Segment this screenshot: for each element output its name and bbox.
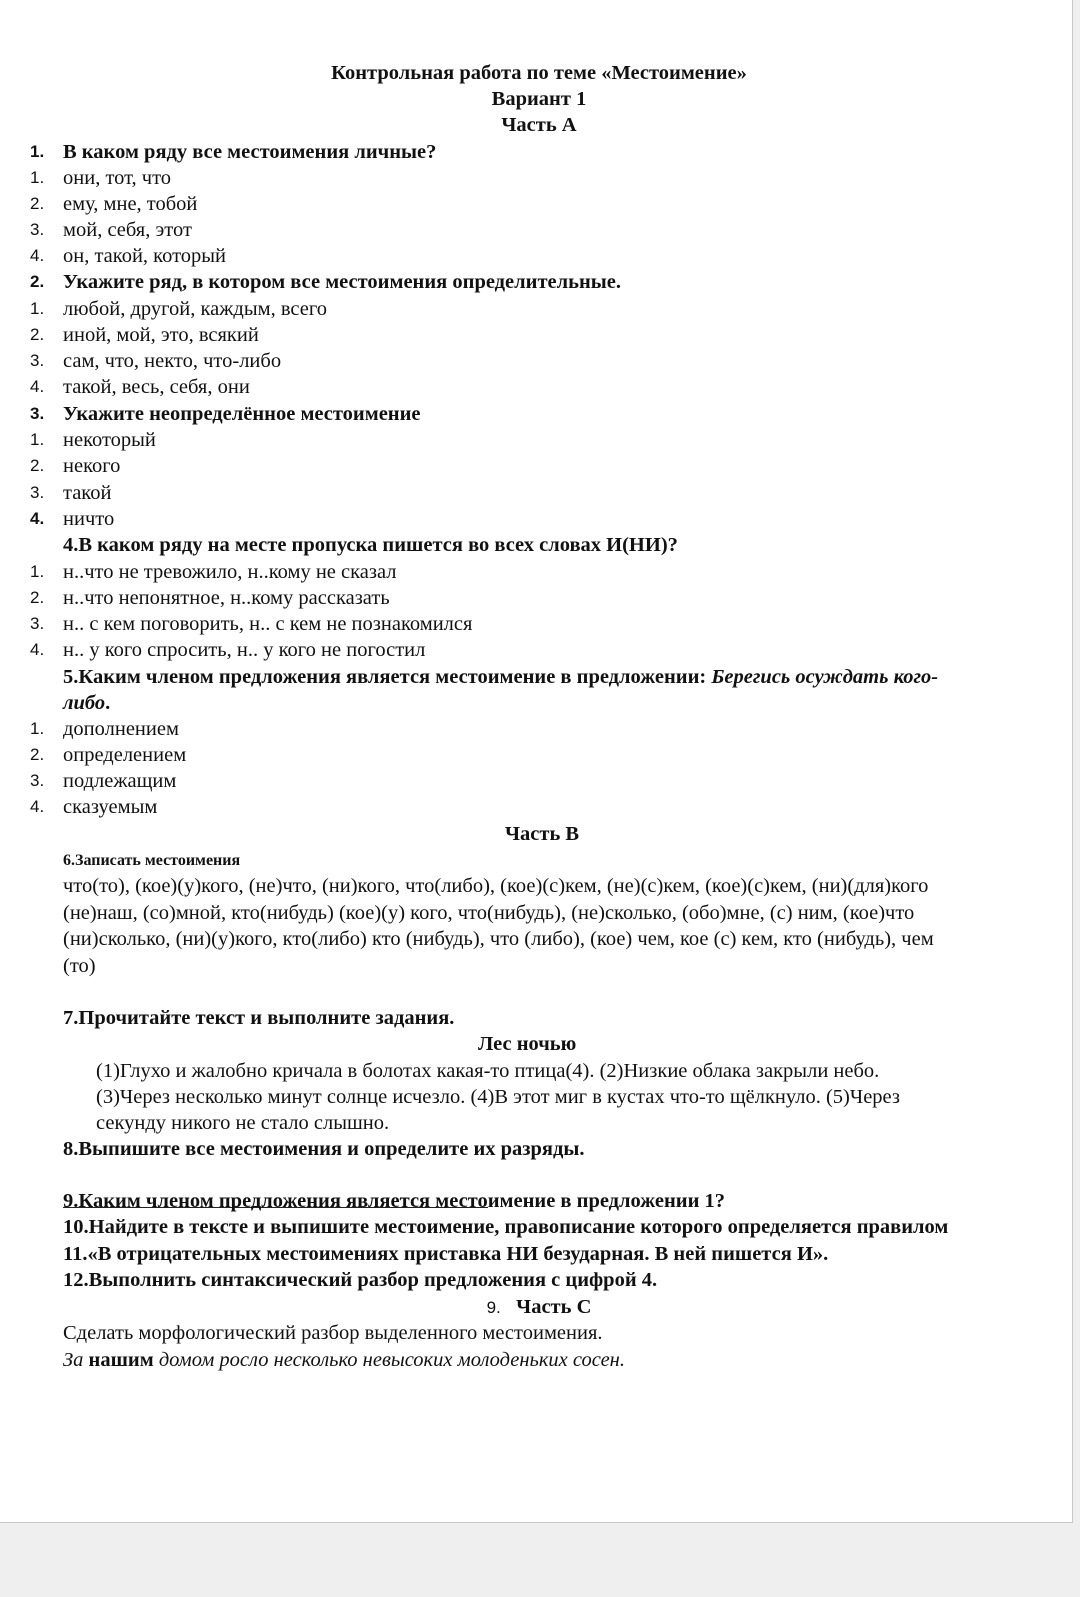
part-c-title: Часть С — [516, 1296, 592, 1318]
document-title: Контрольная работа по теме «Местоимение» — [331, 62, 747, 84]
text-line: секунду никого не стало слышно. — [96, 1112, 390, 1134]
option-number: 3. — [30, 220, 45, 239]
example-sentence: Берегись осуждать кого- — [711, 666, 939, 688]
option-number: 2. — [30, 456, 45, 475]
sentence-start: За — [63, 1349, 89, 1371]
option-text: дополнением — [63, 718, 179, 740]
option-number: 4. — [30, 797, 45, 816]
question-number: 2. — [30, 272, 45, 291]
option-number: 3. — [30, 483, 45, 502]
task-11: 11.«В отрицательных местоимениях приставка НИ безударная. В ней пишется И». — [63, 1243, 829, 1265]
task-8: 8.Выпишите все местоимения и определите их разряды. — [63, 1138, 585, 1160]
text-title: Лес ночью — [478, 1033, 577, 1055]
question-text: Укажите неопределённое местоимение — [63, 403, 421, 425]
sentence-period: . — [105, 692, 111, 714]
option-text: они, тот, что — [63, 167, 172, 189]
variant-label: Вариант 1 — [491, 88, 587, 110]
option-text: н.. у кого спросить, н.. у кого не погостил — [63, 639, 426, 661]
option-number: 2. — [30, 588, 45, 607]
question-text: Укажите ряд, в котором все местоимения определительные. — [63, 271, 622, 293]
part-c-heading — [0, 1294, 1078, 1321]
question-text: 4.В каком ряду на месте пропуска пишется во всех словах И(НИ)? — [63, 534, 678, 556]
part-c-number: 9. — [486, 1298, 501, 1317]
task-6-line: (ни)сколько, (ни)(у)кого, кто(либо) кто (нибудь), что (либо), (кое) чем, кое (с) кем, кто (нибудь), чем — [63, 928, 934, 950]
option-number: 3. — [30, 614, 45, 633]
option-text: сам, что, некто, что-либо — [63, 350, 282, 372]
option-number: 4. — [30, 640, 45, 659]
option-number: 1. — [30, 719, 45, 738]
option-number: 3. — [30, 771, 45, 790]
option-number: 4. — [30, 509, 45, 528]
option-number: 1. — [30, 430, 45, 449]
option-text: мой, себя, этот — [63, 219, 192, 241]
option-text: н..что не тревожило, н..кому не сказал — [63, 561, 397, 583]
sentence-rest: домом росло несколько невысоких молоденьких сосен. — [153, 1349, 625, 1371]
question-prompt: 5.Каким членом предложения является местоимение в предложении: — [63, 666, 712, 688]
question-number: 3. — [30, 404, 45, 423]
highlighted-pronoun: нашим — [88, 1349, 154, 1371]
option-number: 4. — [30, 377, 45, 396]
option-number: 1. — [30, 562, 45, 581]
option-text: любой, другой, каждым, всего — [63, 298, 327, 320]
part-c-task: Сделать морфологический разбор выделенного местоимения. — [63, 1322, 603, 1344]
option-text: иной, мой, это, всякий — [63, 324, 259, 346]
option-number: 2. — [30, 194, 45, 213]
question-text: В каком ряду все местоимения личные? — [63, 141, 437, 163]
text-line: (1)Глухо и жалобно кричала в болотах какая-то птица(4). (2)Низкие облака закрыли небо. — [96, 1060, 880, 1082]
option-text: такой — [63, 482, 112, 504]
example-sentence-end: либо — [63, 692, 106, 714]
option-number: 1. — [30, 168, 45, 187]
option-text: он, такой, который — [63, 245, 226, 267]
task-12: 12.Выполнить синтаксический разбор предложения с цифрой 4. — [63, 1269, 658, 1291]
task-6-line: (не)наш, (со)мной, кто(нибудь) (кое)(у) кого, что(нибудь), (не)сколько, (обо)мне, (с) ним, (кое)что — [63, 902, 915, 924]
option-text: подлежащим — [63, 770, 177, 792]
option-number: 4. — [30, 246, 45, 265]
option-text: сказуемым — [63, 796, 158, 818]
task-6-line: что(то), (кое)(у)кого, (не)что, (ни)кого, что(либо), (кое)(с)кем, (не)(с)кем, (кое)(с)кем, (ни)(для)кого — [63, 875, 929, 897]
option-text: н..что непонятное, н..кому рассказать — [63, 587, 390, 609]
question-text — [63, 664, 938, 690]
question-text — [63, 690, 110, 716]
task-7-title: 7.Прочитайте текст и выполните задания. — [63, 1007, 455, 1029]
option-number: 2. — [30, 745, 45, 764]
option-number: 3. — [30, 351, 45, 370]
question-number: 1. — [30, 142, 45, 161]
option-text: ничто — [63, 508, 115, 530]
option-number: 2. — [30, 325, 45, 344]
part-b-heading: Часть В — [505, 823, 580, 845]
option-text: некого — [63, 455, 121, 477]
part-c-sentence — [63, 1347, 625, 1373]
text-line: (3)Через несколько минут солнце исчезло. (4)В этот миг в кустах что-то щёлкнуло. (5)Через — [96, 1086, 900, 1108]
task-9: 9.Каким членом предложения является местоимение в предложении 1? — [63, 1190, 726, 1212]
option-text: н.. с кем поговорить, н.. с кем не познакомился — [63, 613, 473, 635]
part-a-heading: Часть А — [501, 114, 577, 136]
option-text: некоторый — [63, 429, 156, 451]
option-text: определением — [63, 744, 187, 766]
option-number: 1. — [30, 299, 45, 318]
task-6-line: (то) — [63, 955, 96, 977]
task-6-title: 6.Записать местоимения — [63, 852, 241, 869]
option-text: такой, весь, себя, они — [63, 376, 250, 398]
option-text: ему, мне, тобой — [63, 193, 198, 215]
task-10: 10.Найдите в тексте и выпишите местоимение, правописание которого определяется правилом — [63, 1216, 949, 1238]
